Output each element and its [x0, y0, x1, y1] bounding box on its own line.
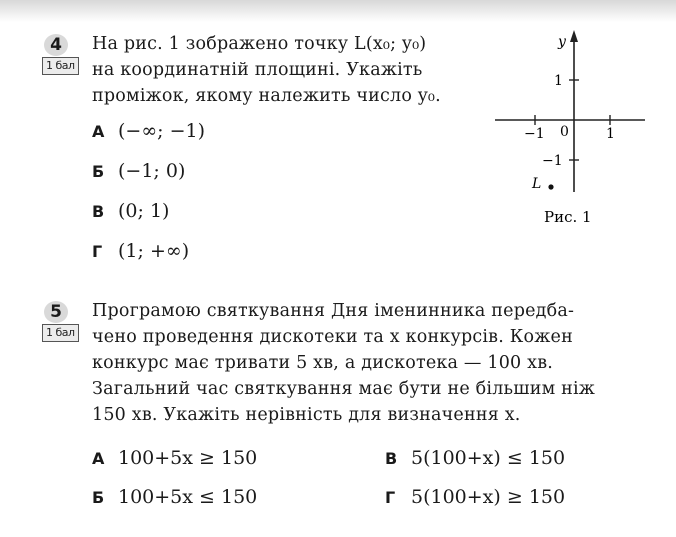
question-5-option-d[interactable]	[385, 486, 565, 508]
question-5-number: 5	[44, 301, 68, 323]
question-4-line: На рис. 1 зображено точку L(x₀; y₀)	[92, 34, 427, 54]
question-4-line: проміжок, якому належить число y₀.	[92, 86, 441, 106]
top-page-shadow	[0, 0, 676, 22]
option-text: 5(100+x) ≤ 150	[411, 447, 566, 469]
tick-label-y-1: 1	[554, 73, 563, 89]
option-letter: Б	[92, 162, 105, 181]
question-5-option-a[interactable]	[92, 447, 257, 469]
y-axis-arrow	[570, 30, 578, 42]
tick-label-y-minus-1: −1	[542, 153, 563, 169]
question-5-line: Загальний час святкування має бути не більшим ніж	[92, 379, 596, 399]
question-5-line: конкурс має тривати 5 хв, а дискотека — 100 хв.	[92, 353, 554, 373]
option-letter: В	[385, 449, 398, 468]
question-4-option-d[interactable]	[92, 240, 189, 262]
question-5-line: чено проведення дискотеки та x конкурсів. Кожен	[92, 327, 573, 347]
question-5-option-b[interactable]	[92, 486, 257, 508]
point-L-label: L	[532, 176, 542, 192]
option-letter: В	[92, 202, 105, 221]
option-letter: А	[92, 449, 105, 468]
origin-label: 0	[560, 124, 569, 140]
option-text: 100+5x ≤ 150	[118, 486, 258, 508]
option-letter: Г	[385, 488, 396, 507]
question-4-option-b[interactable]	[92, 160, 185, 182]
option-text: (1; +∞)	[118, 240, 190, 262]
point-L	[548, 184, 553, 189]
question-5-option-c[interactable]	[385, 447, 565, 469]
option-text: (0; 1)	[118, 200, 170, 222]
option-text: 5(100+x) ≥ 150	[411, 486, 566, 508]
question-4-points-badge: 1 бал	[42, 57, 79, 75]
question-4-line: на координатній площині. Укажіть	[92, 60, 423, 80]
question-5-line: Програмою святкування Дня іменинника передба-	[92, 301, 575, 321]
y-axis-label: y	[558, 34, 566, 50]
question-5-text	[92, 298, 595, 428]
question-4-number: 4	[44, 34, 68, 56]
tick-label-x-minus-1: −1	[524, 126, 545, 142]
question-4-option-a[interactable]	[92, 120, 205, 142]
option-letter: Г	[92, 242, 103, 261]
question-4-option-c[interactable]	[92, 200, 169, 222]
option-text: (−1; 0)	[118, 160, 186, 182]
option-letter: Б	[92, 488, 105, 507]
option-letter: А	[92, 122, 105, 141]
question-5-line: 150 хв. Укажіть нерівність для визначення x.	[92, 405, 521, 425]
question-5-points-badge: 1 бал	[42, 324, 79, 342]
figure-1-coordinate-plane	[490, 22, 650, 237]
option-text: (−∞; −1)	[118, 120, 206, 142]
option-text: 100+5x ≥ 150	[118, 447, 258, 469]
tick-label-x-1: 1	[606, 126, 615, 142]
figure-caption: Рис. 1	[544, 208, 592, 226]
question-4-text	[92, 31, 441, 109]
